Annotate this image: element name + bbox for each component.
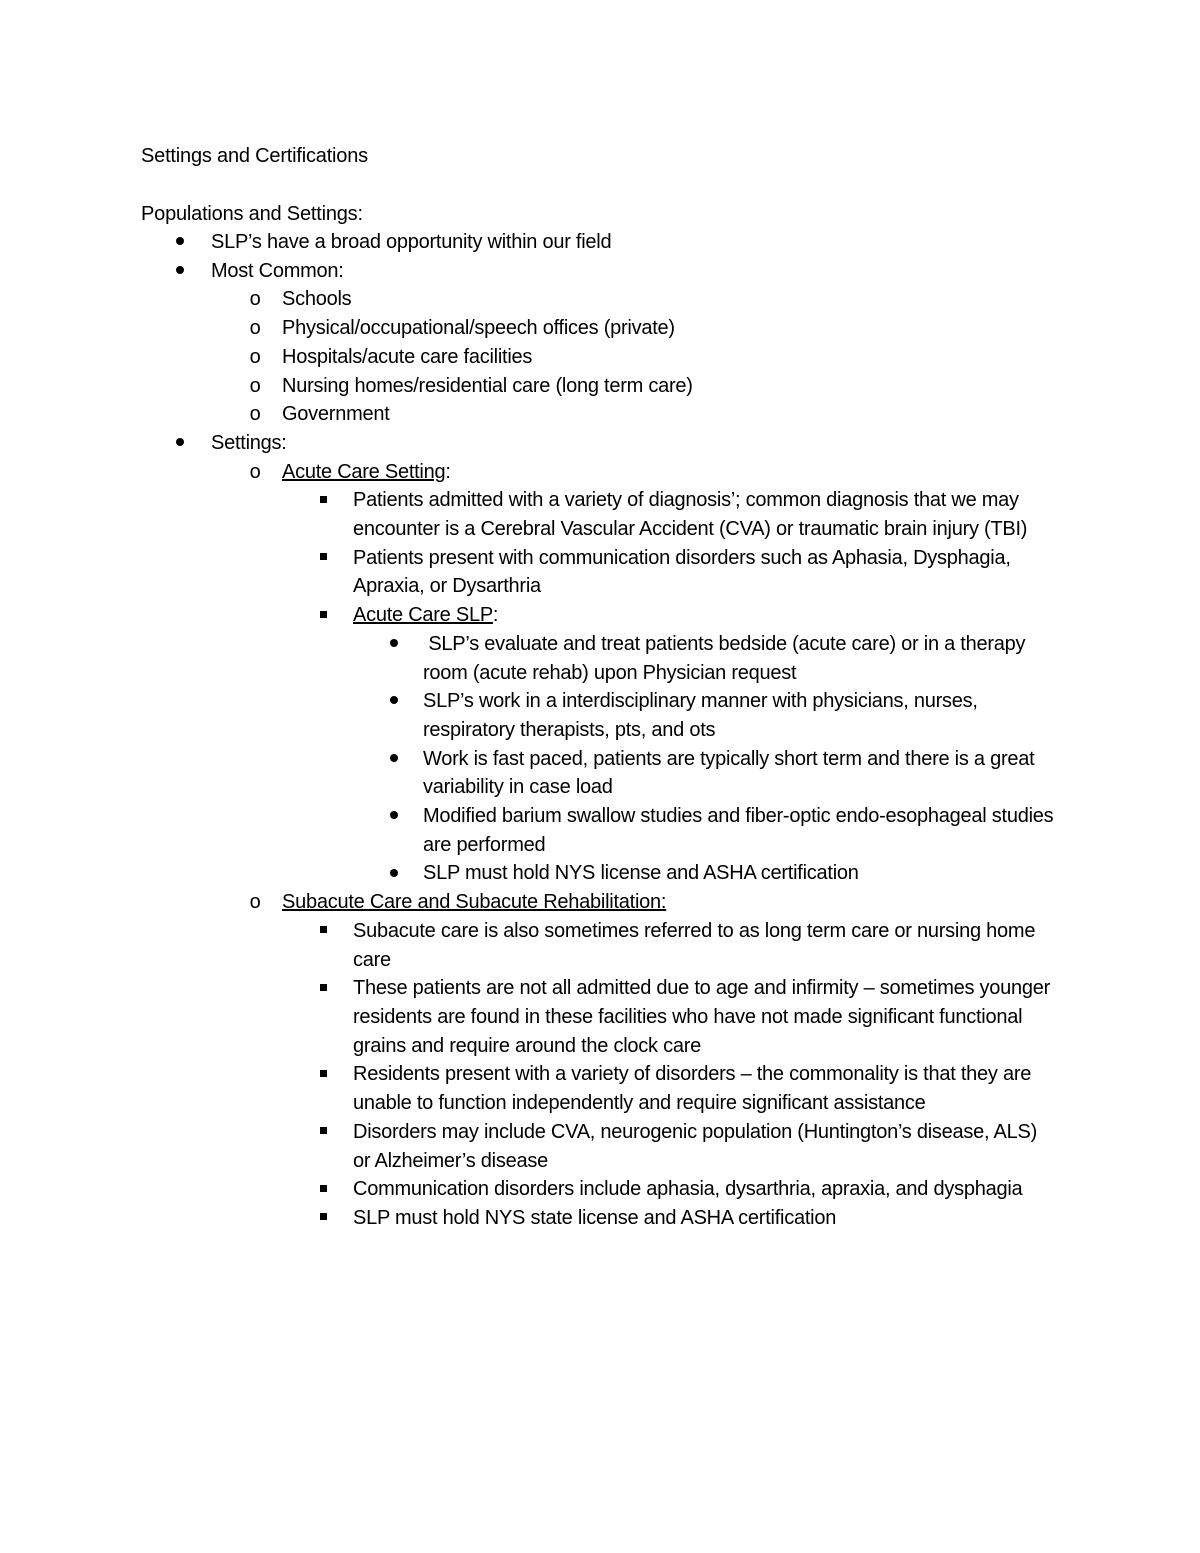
list-item [0, 228, 1200, 257]
list-item-text: SLP’s work in a interdisciplinary manner with physicians, nurses, respiratory therapists, pts, and ots [423, 690, 978, 741]
list-item [0, 400, 1200, 429]
list-item-text: Patients admitted with a variety of diagnosis’; common diagnosis that we may encounter is a Cerebral Vascular Accident (CVA) or traumatic brain injury (TBI) [353, 489, 1028, 541]
circle-bullet-icon: o [249, 345, 261, 368]
heading-colon: : [445, 460, 451, 483]
list-item [0, 687, 1200, 744]
list-item [0, 486, 1200, 543]
square-bullet-icon [311, 974, 335, 1003]
list-item-text: Most Common: [211, 259, 344, 282]
list-item-text: Government [282, 403, 390, 426]
square-bullet-icon [311, 544, 335, 573]
list-item [0, 917, 1200, 974]
square-bullet-icon [311, 1204, 335, 1233]
list-item-text: These patients are not all admitted due to age and infirmity – sometimes younger residents are found in these facilities who have not made significant functional grains and require around the clock care [353, 977, 1051, 1057]
list-item [0, 1175, 1200, 1204]
list-item [0, 343, 1200, 372]
list-item-text: SLP must hold NYS state license and ASHA certification [353, 1206, 837, 1229]
subacute-care-heading: Subacute Care and Subacute Rehabilitation: [282, 891, 667, 914]
list-item [0, 372, 1200, 401]
circle-bullet-icon: o [249, 403, 261, 426]
square-bullet-icon [311, 917, 335, 946]
list-item-text: Physical/occupational/speech offices (private) [282, 317, 675, 340]
bullet-icon [382, 745, 406, 774]
acute-care-heading: Acute Care Setting [282, 460, 446, 483]
bullet-icon [382, 630, 406, 659]
square-bullet-icon [311, 486, 335, 515]
list-item-text: Residents present with a variety of disorders – the commonality is that they are unable to function independently and require significant assistance [353, 1063, 1032, 1115]
list-item [0, 429, 1200, 458]
list-item-text [353, 601, 1053, 630]
square-bullet-icon [311, 1118, 335, 1147]
list-item [0, 285, 1200, 314]
heading-colon: : [492, 604, 499, 627]
list-item [0, 859, 1200, 888]
list-item-text: Subacute care is also sometimes referred to as long term care or nursing home care [353, 919, 1036, 971]
list-item [0, 630, 1200, 687]
circle-bullet-icon: o [249, 288, 261, 311]
list-item-text [282, 888, 1072, 917]
square-bullet-icon [311, 1060, 335, 1089]
list-item-text: SLP must hold NYS license and ASHA certification [423, 862, 859, 885]
list-item-text: Work is fast paced, patients are typically short term and there is a great variability in case load [423, 747, 1035, 799]
list-item [0, 745, 1200, 802]
list-item [0, 802, 1200, 859]
bullet-icon [168, 257, 192, 286]
list-item [0, 1060, 1200, 1117]
list-item [0, 1204, 1200, 1233]
list-item-text: Schools [282, 288, 352, 311]
list-item-text: SLP’s evaluate and treat patients bedside (acute care) or in a therapy room (acute rehab) upon Physician request [423, 632, 1031, 684]
list-item-text: Hospitals/acute care facilities [282, 345, 533, 368]
list-item-text: Modified barium swallow studies and fiber-optic endo-esophageal studies are performed [423, 805, 1054, 856]
list-item [0, 974, 1200, 1060]
list-item-text: Patients present with communication disorders such as Aphasia, Dysphagia, Apraxia, or Dysarthria [353, 546, 1011, 598]
square-bullet-icon [311, 601, 335, 630]
list-item [0, 314, 1200, 343]
document-title: Settings and Certifications [141, 145, 368, 167]
list-item [0, 458, 1200, 487]
list-item-text: SLP’s have a broad opportunity within our field [211, 231, 612, 253]
acute-care-slp-heading: Acute Care SLP [353, 604, 493, 627]
bullet-icon [168, 228, 192, 257]
bullet-icon [382, 802, 406, 831]
bullet-icon [382, 859, 406, 888]
list-item-text: Disorders may include CVA, neurogenic population (Huntington’s disease, ALS) or Alzheimer’s disease [353, 1120, 1037, 1172]
list-item [0, 544, 1200, 601]
bullet-icon [382, 687, 406, 716]
list-item-text [282, 458, 1072, 487]
outline-list [0, 228, 1200, 1233]
square-bullet-icon [311, 1175, 335, 1204]
list-item [0, 601, 1200, 630]
list-item-text: Communication disorders include aphasia, dysarthria, apraxia, and dysphagia [353, 1178, 1023, 1201]
circle-bullet-icon: o [249, 891, 261, 914]
list-item [0, 1118, 1200, 1175]
section-heading: Populations and Settings: [141, 203, 363, 225]
circle-bullet-icon: o [249, 460, 261, 483]
circle-bullet-icon: o [249, 374, 261, 397]
list-item [0, 888, 1200, 917]
list-item-text: Settings: [211, 431, 287, 454]
list-item [0, 257, 1200, 286]
bullet-icon [168, 429, 192, 458]
circle-bullet-icon: o [249, 317, 261, 340]
list-item-text: Nursing homes/residential care (long term care) [282, 374, 693, 397]
